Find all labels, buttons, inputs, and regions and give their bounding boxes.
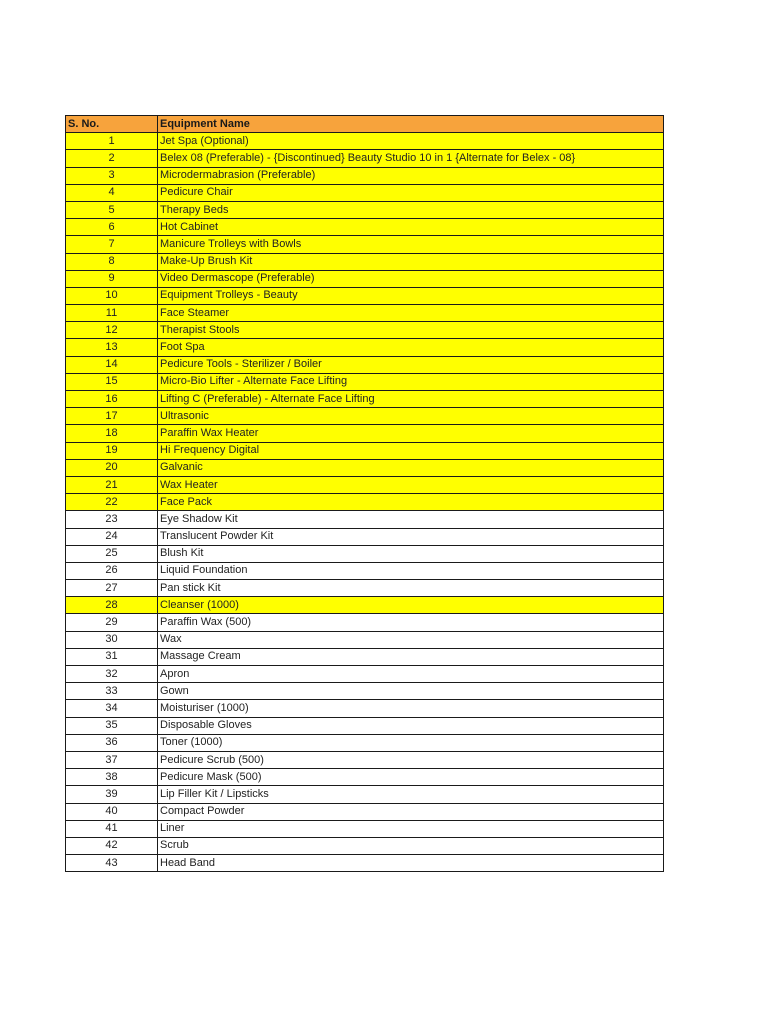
serial-number-cell: 43	[66, 855, 158, 872]
equipment-name-cell: Paraffin Wax Heater	[158, 425, 664, 442]
equipment-name-cell: Disposable Gloves	[158, 717, 664, 734]
serial-number-cell: 6	[66, 219, 158, 236]
table-row	[66, 356, 664, 373]
serial-number-cell: 27	[66, 580, 158, 597]
table-row	[66, 339, 664, 356]
table-row	[66, 769, 664, 786]
equipment-name-cell: Microdermabrasion (Preferable)	[158, 167, 664, 184]
table-row	[66, 734, 664, 751]
equipment-name-cell: Moisturiser (1000)	[158, 700, 664, 717]
equipment-name-cell: Wax Heater	[158, 476, 664, 493]
equipment-name-cell: Therapy Beds	[158, 201, 664, 218]
serial-number-cell: 31	[66, 648, 158, 665]
serial-number-cell: 4	[66, 184, 158, 201]
table-row	[66, 322, 664, 339]
table-header-row	[66, 116, 664, 133]
serial-number-cell: 20	[66, 459, 158, 476]
table-row	[66, 219, 664, 236]
serial-number-cell: 5	[66, 201, 158, 218]
equipment-name-cell: Face Pack	[158, 494, 664, 511]
table-row	[66, 631, 664, 648]
serial-number-cell: 9	[66, 270, 158, 287]
equipment-name-cell: Hot Cabinet	[158, 219, 664, 236]
serial-number-cell: 38	[66, 769, 158, 786]
equipment-name-cell: Therapist Stools	[158, 322, 664, 339]
serial-number-cell: 39	[66, 786, 158, 803]
equipment-name-cell: Jet Spa (Optional)	[158, 133, 664, 150]
table-row	[66, 648, 664, 665]
serial-number-cell: 36	[66, 734, 158, 751]
table-row	[66, 511, 664, 528]
serial-number-cell: 21	[66, 476, 158, 493]
serial-number-cell: 29	[66, 614, 158, 631]
header-serial-number: S. No.	[66, 116, 158, 133]
equipment-name-cell: Gown	[158, 683, 664, 700]
equipment-name-cell: Pedicure Scrub (500)	[158, 751, 664, 768]
serial-number-cell: 1	[66, 133, 158, 150]
equipment-name-cell: Translucent Powder Kit	[158, 528, 664, 545]
equipment-name-cell: Lifting C (Preferable) - Alternate Face Lifting	[158, 391, 664, 408]
equipment-name-cell: Ultrasonic	[158, 408, 664, 425]
equipment-name-cell: Galvanic	[158, 459, 664, 476]
table-row	[66, 459, 664, 476]
serial-number-cell: 10	[66, 287, 158, 304]
table-row	[66, 391, 664, 408]
serial-number-cell: 26	[66, 562, 158, 579]
serial-number-cell: 12	[66, 322, 158, 339]
table-row	[66, 476, 664, 493]
equipment-name-cell: Massage Cream	[158, 648, 664, 665]
header-equipment-name: Equipment Name	[158, 116, 664, 133]
table-row	[66, 201, 664, 218]
serial-number-cell: 2	[66, 150, 158, 167]
table-row	[66, 236, 664, 253]
table-row	[66, 373, 664, 390]
serial-number-cell: 23	[66, 511, 158, 528]
table-row	[66, 786, 664, 803]
table-row	[66, 666, 664, 683]
equipment-name-cell: Cleanser (1000)	[158, 597, 664, 614]
serial-number-cell: 15	[66, 373, 158, 390]
table-row	[66, 287, 664, 304]
table-row	[66, 167, 664, 184]
equipment-name-cell: Paraffin Wax (500)	[158, 614, 664, 631]
equipment-name-cell: Video Dermascope (Preferable)	[158, 270, 664, 287]
serial-number-cell: 25	[66, 545, 158, 562]
equipment-name-cell: Head Band	[158, 855, 664, 872]
serial-number-cell: 11	[66, 305, 158, 322]
serial-number-cell: 13	[66, 339, 158, 356]
equipment-name-cell: Face Steamer	[158, 305, 664, 322]
equipment-name-cell: Liquid Foundation	[158, 562, 664, 579]
table-row	[66, 150, 664, 167]
table-row	[66, 614, 664, 631]
serial-number-cell: 7	[66, 236, 158, 253]
table-row	[66, 683, 664, 700]
equipment-name-cell: Pedicure Tools - Sterilizer / Boiler	[158, 356, 664, 373]
serial-number-cell: 41	[66, 820, 158, 837]
table-row	[66, 253, 664, 270]
table-row	[66, 184, 664, 201]
equipment-name-cell: Pedicure Mask (500)	[158, 769, 664, 786]
serial-number-cell: 32	[66, 666, 158, 683]
table-row	[66, 425, 664, 442]
equipment-name-cell: Blush Kit	[158, 545, 664, 562]
table-row	[66, 855, 664, 872]
equipment-name-cell: Manicure Trolleys with Bowls	[158, 236, 664, 253]
table-row	[66, 442, 664, 459]
equipment-name-cell: Eye Shadow Kit	[158, 511, 664, 528]
equipment-name-cell: Micro-Bio Lifter - Alternate Face Lifting	[158, 373, 664, 390]
equipment-name-cell: Equipment Trolleys - Beauty	[158, 287, 664, 304]
equipment-name-cell: Apron	[158, 666, 664, 683]
serial-number-cell: 8	[66, 253, 158, 270]
serial-number-cell: 30	[66, 631, 158, 648]
equipment-name-cell: Liner	[158, 820, 664, 837]
serial-number-cell: 22	[66, 494, 158, 511]
serial-number-cell: 18	[66, 425, 158, 442]
equipment-name-cell: Hi Frequency Digital	[158, 442, 664, 459]
table-row	[66, 133, 664, 150]
equipment-name-cell: Belex 08 (Preferable) - {Discontinued} Beauty Studio 10 in 1 {Alternate for Belex - 08}	[158, 150, 664, 167]
serial-number-cell: 28	[66, 597, 158, 614]
serial-number-cell: 3	[66, 167, 158, 184]
serial-number-cell: 40	[66, 803, 158, 820]
table-row	[66, 700, 664, 717]
table-row	[66, 270, 664, 287]
serial-number-cell: 37	[66, 751, 158, 768]
serial-number-cell: 42	[66, 837, 158, 854]
serial-number-cell: 33	[66, 683, 158, 700]
table-row	[66, 717, 664, 734]
equipment-name-cell: Toner (1000)	[158, 734, 664, 751]
equipment-name-cell: Lip Filler Kit / Lipsticks	[158, 786, 664, 803]
table-body	[66, 133, 664, 872]
equipment-name-cell: Pan stick Kit	[158, 580, 664, 597]
table-row	[66, 597, 664, 614]
serial-number-cell: 17	[66, 408, 158, 425]
table-row	[66, 408, 664, 425]
table-row	[66, 528, 664, 545]
equipment-name-cell: Wax	[158, 631, 664, 648]
table-row	[66, 837, 664, 854]
serial-number-cell: 35	[66, 717, 158, 734]
equipment-table	[65, 115, 664, 872]
table-row	[66, 580, 664, 597]
serial-number-cell: 14	[66, 356, 158, 373]
table-row	[66, 494, 664, 511]
serial-number-cell: 16	[66, 391, 158, 408]
table-row	[66, 545, 664, 562]
serial-number-cell: 19	[66, 442, 158, 459]
serial-number-cell: 34	[66, 700, 158, 717]
table-row	[66, 305, 664, 322]
table-row	[66, 751, 664, 768]
equipment-name-cell: Foot Spa	[158, 339, 664, 356]
equipment-name-cell: Make-Up Brush Kit	[158, 253, 664, 270]
table-row	[66, 803, 664, 820]
equipment-name-cell: Compact Powder	[158, 803, 664, 820]
serial-number-cell: 24	[66, 528, 158, 545]
equipment-name-cell: Scrub	[158, 837, 664, 854]
table-row	[66, 562, 664, 579]
table-row	[66, 820, 664, 837]
equipment-name-cell: Pedicure Chair	[158, 184, 664, 201]
